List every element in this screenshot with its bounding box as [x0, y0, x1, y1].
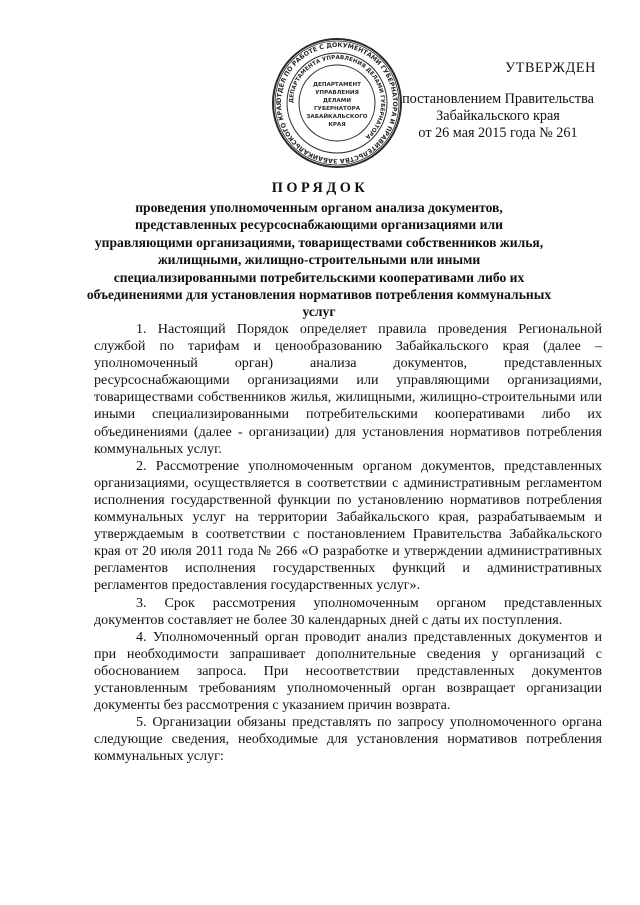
document-title: ПОРЯДОК: [271, 180, 369, 196]
paragraph-3: 3. Срок рассмотрения уполномоченным органом представленных документов составляет не более 30 календарных дней с даты их поступления.: [94, 594, 602, 628]
paragraph-4: 4. Уполномоченный орган проводит анализ представленных документов и при необходимости запрашивает дополнительные сведения у организаций с обоснованием запроса. При несоответствии представленных документов установленным требованиям уполномоченный орган возвращает организации документы без рассмотрения с указанием причин возврата.: [94, 628, 602, 714]
seal-outer-text: ОТДЕЛ ПО РАБОТЕ С ДОКУМЕНТАМИ ГУБЕРНАТОРА И ПРАВИТЕЛЬСТВА ЗАБАЙКАЛЬСКОГО КРАЯ: [275, 41, 399, 165]
approval-line: постановлением Правительства: [402, 91, 594, 107]
document-subtitle: проведения уполномоченным органом анализа документов, представленных ресурсоснабжающими организациями или управляющими организациями, товариществами собственников жилья, жилищными, жилищно-строительными или иными специализированными потребительскими кооперативами либо их объединениями для установления нормативов потребления коммунальных услуг: [86, 200, 552, 320]
document-body: [94, 321, 602, 765]
approval-title: УТВЕРЖДЕН: [505, 60, 596, 76]
seal-center-line: УПРАВЛЕНИЯ: [315, 90, 359, 96]
paragraph-2: 2. Рассмотрение уполномоченным органом документов, представленных организациями, осуществляется в соответствии с административным регламентом исполнения государственной функции по установлению нормативов потребления коммунальных услуг на территории Забайкальского края, разрабатываемым и утверждаемым в соответствии с постановлением Правительства Забайкальского края от 20 июля 2011 года № 266 «О разработке и утверждении административных регламентов исполнения государственных функций и административных регламентов предоставления государственных услуг».: [94, 457, 602, 594]
seal-center-line: КРАЯ: [328, 122, 346, 128]
approval-date-number: от 26 мая 2015 года № 261: [418, 125, 578, 141]
seal-center-line: ЗАБАЙКАЛЬСКОГО: [306, 114, 368, 120]
seal-inner-text: ДЕПАРТАМЕНТА УПРАВЛЕНИЯ ДЕЛАМИ ГУБЕРНАТОРА: [288, 54, 386, 140]
paragraph-5: 5. Организации обязаны представлять по запросу уполномоченного органа следующие сведения, необходимые для установления нормативов потребления коммунальных услуг:: [94, 714, 602, 765]
seal-center-line: ГУБЕРНАТОРА: [313, 106, 361, 112]
paragraph-1: 1. Настоящий Порядок определяет правила проведения Региональной службой по тарифам и ценообразованию Забайкальского края (далее – уполномоченный орган) анализа документов, представленных ресурсоснабжающими организациями или управляющими организациями, товариществами собственников жилья, жилищными, жилищно-строительными или иными специализированными потребительскими кооперативами либо их объединениями (далее - организации) для установления нормативов потребления коммунальных услуг.: [94, 321, 602, 457]
approval-block: [378, 60, 618, 142]
seal-center-line: ДЕЛАМИ: [322, 98, 352, 104]
approval-line: Забайкальского края: [436, 108, 560, 124]
seal-center-line: ДЕПАРТАМЕНТ: [313, 82, 361, 88]
